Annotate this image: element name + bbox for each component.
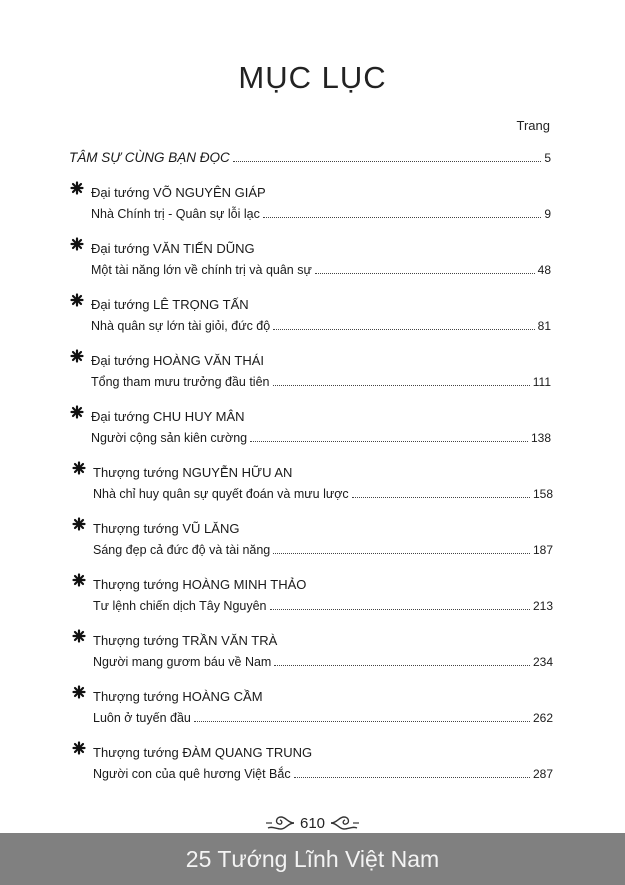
general-name: Đại tướng CHU HUY MÂN — [91, 409, 245, 424]
general-name: Đại tướng VÕ NGUYÊN GIÁP — [91, 185, 266, 200]
entry-page: 213 — [532, 599, 553, 613]
dot-leader — [352, 497, 530, 498]
asterisk-bullet-icon — [70, 181, 84, 195]
asterisk-bullet-icon — [70, 293, 84, 307]
entry-description: Nhà chỉ huy quân sự quyết đoán và mưu lược — [93, 487, 349, 501]
entry-description: Sáng đẹp cả đức độ và tài năng — [93, 543, 271, 557]
general-name: Thượng tướng ĐÀM QUANG TRUNG — [93, 745, 313, 760]
page-column-label: Trang — [516, 118, 550, 133]
toc-entry — [72, 463, 553, 501]
entry-description: Người mang gươm báu về Nam — [93, 655, 272, 669]
dot-leader — [273, 329, 534, 330]
toc-entry — [72, 743, 553, 781]
asterisk-bullet-icon — [72, 573, 86, 587]
general-name: Thượng tướng TRẦN VĂN TRÀ — [93, 633, 278, 648]
book-title-footer: 25 Tướng Lĩnh Việt Nam — [0, 833, 625, 885]
toc-entry — [72, 631, 553, 669]
asterisk-bullet-icon — [72, 741, 86, 755]
flourish-right-icon — [329, 814, 361, 832]
asterisk-bullet-icon — [70, 237, 84, 251]
preface-page: 5 — [544, 151, 551, 165]
preface-label: TÂM SỰ CÙNG BẠN ĐỌC — [69, 150, 230, 165]
entry-page: 111 — [532, 375, 551, 389]
flourish-left-icon — [264, 814, 296, 832]
preface-entry — [69, 150, 551, 165]
general-name: Thượng tướng HOÀNG MINH THẢO — [93, 577, 307, 592]
entry-description: Tư lệnh chiến dịch Tây Nguyên — [93, 599, 267, 613]
page-title: MỤC LỤC — [238, 60, 387, 95]
entry-page: 9 — [544, 207, 551, 221]
dot-leader — [294, 777, 530, 778]
entry-description: Một tài năng lớn về chính trị và quân sự — [91, 263, 312, 277]
dot-leader — [194, 721, 530, 722]
entry-description: Nhà Chính trị - Quân sự lỗi lạc — [91, 207, 260, 221]
entry-page: 234 — [532, 655, 553, 669]
asterisk-bullet-icon — [72, 517, 86, 531]
entry-page: 158 — [532, 487, 553, 501]
general-name: Thượng tướng NGUYỄN HỮU AN — [93, 465, 293, 480]
toc-entry — [72, 687, 553, 725]
entry-description: Tổng tham mưu trưởng đầu tiên — [91, 375, 270, 389]
general-name: Thượng tướng HOÀNG CẦM — [93, 689, 263, 704]
asterisk-bullet-icon — [72, 461, 86, 475]
asterisk-bullet-icon — [70, 405, 84, 419]
dot-leader — [315, 273, 535, 274]
dot-leader — [270, 609, 530, 610]
entry-page: 287 — [532, 767, 553, 781]
asterisk-bullet-icon — [72, 685, 86, 699]
entry-page: 262 — [532, 711, 553, 725]
asterisk-bullet-icon — [72, 629, 86, 643]
entry-description: Người cộng sản kiên cường — [91, 431, 248, 445]
toc-entry — [70, 239, 551, 277]
asterisk-bullet-icon — [70, 349, 84, 363]
toc-entry — [72, 519, 553, 557]
page-number: 610 — [299, 814, 326, 832]
dot-leader — [274, 665, 530, 666]
toc-entry — [70, 183, 551, 221]
dot-leader — [263, 217, 541, 218]
toc-entry — [72, 575, 553, 613]
dot-leader — [233, 161, 542, 162]
toc-entry — [70, 295, 551, 333]
entry-page: 48 — [537, 263, 551, 277]
entry-description: Luôn ở tuyến đầu — [93, 711, 191, 725]
dot-leader — [250, 441, 528, 442]
general-name: Đại tướng HOÀNG VĂN THÁI — [91, 353, 265, 368]
dot-leader — [273, 553, 530, 554]
entry-description: Người con của quê hương Việt Bắc — [93, 767, 291, 781]
entry-description: Nhà quân sự lớn tài giỏi, đức độ — [91, 319, 271, 333]
general-name: Thượng tướng VŨ LĂNG — [93, 521, 240, 536]
general-name: Đại tướng VĂN TIẾN DŨNG — [91, 241, 255, 256]
entry-page: 187 — [532, 543, 553, 557]
entry-page: 138 — [530, 431, 551, 445]
page-number-ornament — [0, 812, 625, 834]
toc-entry — [70, 351, 551, 389]
general-name: Đại tướng LÊ TRỌNG TẤN — [91, 297, 249, 312]
entry-page: 81 — [537, 319, 551, 333]
toc-entry — [70, 407, 551, 445]
dot-leader — [273, 385, 530, 386]
